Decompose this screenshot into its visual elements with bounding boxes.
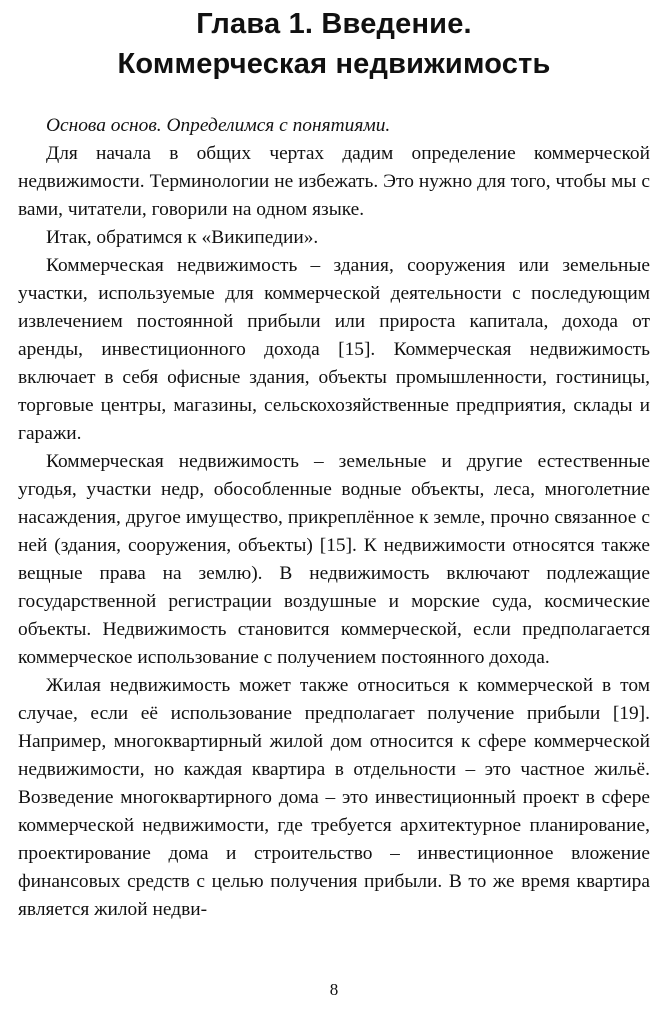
paragraph-definition-1: Коммерческая недвижимость – здания, сооружения или земельные участки, используемые для коммерческой деятельности с последующим извлечением постоянной прибыли или прироста капитала, дохода от аренды, инвестиционного дохода [15]. Коммерческая недвижимость включает в себя офисные здания, объекты промышленности, гостиницы, торговые центры, магазины, сельскохозяйственные предприятия, склады и гаражи. — [18, 255, 650, 444]
chapter-title-line-1: Глава 1. Введение. — [196, 8, 472, 40]
paragraph-definition-2: Коммерческая недвижимость – земельные и другие естественные угодья, участки недр, обособленные водные объекты, леса, многолетние насаждения, другое имущество, прикреплённое к земле, прочно связанное с ней (здания, сооружения, объекты) [15]. К недвижимости относятся также вещные права на землю). В недвижимость включают подлежащие государственной регистрации воздушные и морские суда, космические объекты. Недвижимость становится коммерческой, если предполагается коммерческое использование с получением постоянного дохода. — [18, 451, 650, 668]
chapter-title — [18, 4, 650, 84]
page-number: 8 — [329, 980, 339, 999]
section-epigraph: Основа основ. Определимся с понятиями. — [46, 115, 391, 136]
chapter-body — [18, 112, 650, 924]
chapter-title-line-2: Коммерческая недвижимость — [117, 48, 551, 80]
book-page — [18, 4, 650, 924]
paragraph-intro: Для начала в общих чертах дадим определение коммерческой недвижимости. Терминологии не избежать. Это нужно для того, чтобы мы с вами, читатели, говорили на одном языке. — [18, 143, 650, 220]
paragraph-residential: Жилая недвижимость может также относиться к коммерческой в том случае, если её использование предполагает получение прибыли [19]. Например, многоквартирный жилой дом относится к сфере коммерческой недвижимости, но каждая квартира в отдельности – это частное жильё. Возведение многоквартирного дома – это инвестиционный проект в сфере коммерческой недвижимости, где требуется архитектурное планирование, проектирование дома и строительство – инвестиционное вложение финансовых средств с целью получения прибыли. В то же время квартира является жилой недви- — [18, 675, 650, 920]
paragraph-wikipedia: Итак, обратимся к «Википедии». — [46, 227, 319, 248]
